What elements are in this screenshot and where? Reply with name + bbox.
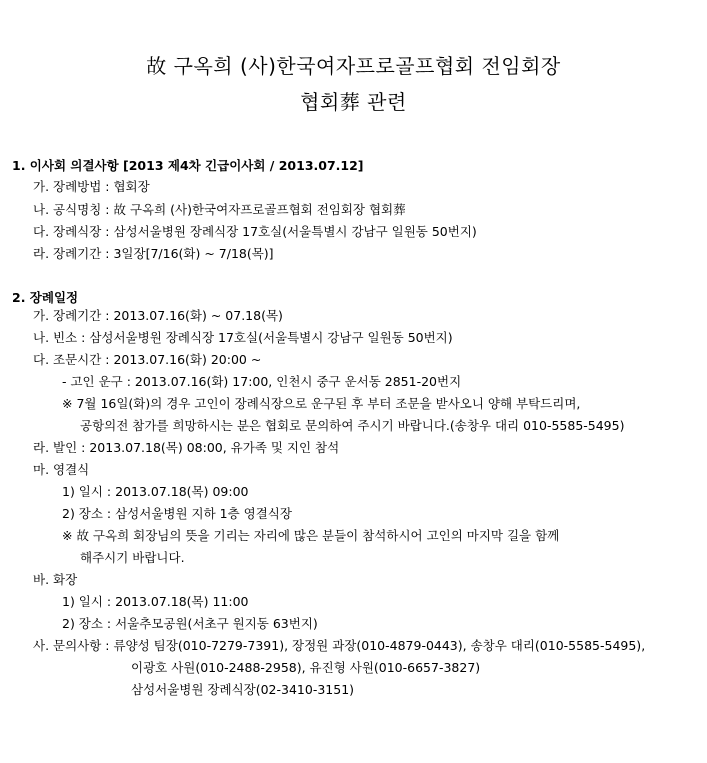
cremation-time: 1) 일시 : 2013.07.18(목) 11:00 [62, 594, 249, 609]
section1-item-period: 라. 장례기간 : 3일장[7/16(화) ~ 7/18(목)] [33, 246, 274, 261]
section1-item-venue: 다. 장례식장 : 삼성서울병원 장례식장 17호실(서울특별시 강남구 일원동 50번지) [33, 224, 477, 239]
funeral-service-note-line1: ※ 故 구옥희 회장님의 뜻을 기리는 자리에 많은 분들이 참석하시어 고인의 마지막 길을 함께 [62, 528, 560, 543]
section2-item-cremation: 바. 화장 [33, 572, 78, 587]
section2-item-visiting-hours: 다. 조문시간 : 2013.07.16(화) 20:00 ~ [33, 352, 262, 367]
section2-item-period: 가. 장례기간 : 2013.07.16(화) ~ 07.18(목) [33, 308, 283, 323]
section2-transport-note: - 고인 운구 : 2013.07.16(화) 17:00, 인천시 중구 운서동 2851-20번지 [62, 374, 462, 389]
section1-heading: 1. 이사회 의결사항 [2013 제4차 긴급이사회 / 2013.07.12] [12, 158, 364, 173]
document-title: 故 구옥희 (사)한국여자프로골프협회 전임회장 [146, 54, 561, 78]
section2-item-memorial-altar: 나. 빈소 : 삼성서울병원 장례식장 17호실(서울특별시 강남구 일원동 50번지) [33, 330, 453, 345]
section2-item-departure: 라. 발인 : 2013.07.18(목) 08:00, 유가족 및 지인 참석 [33, 440, 340, 455]
section2-visiting-note-line2: 공항의전 참가를 희망하시는 분은 협회로 문의하여 주시기 바랍니다.(송창우 대리 010-5585-5495) [80, 418, 625, 433]
section2-item-contacts: 사. 문의사항 : 류양성 팀장(010-7279-7391), 장정원 과장(010-4879-0443), 송창우 대리(010-5585-5495), [33, 638, 646, 653]
funeral-service-time: 1) 일시 : 2013.07.18(목) 09:00 [62, 484, 249, 499]
document-subtitle: 협회葬 관련 [300, 90, 407, 114]
section2-heading: 2. 장례일정 [12, 290, 79, 305]
funeral-service-note-line2: 해주시기 바랍니다. [80, 550, 185, 565]
funeral-service-place: 2) 장소 : 삼성서울병원 지하 1층 영결식장 [62, 506, 292, 521]
section1-item-official-name: 나. 공식명칭 : 故 구옥희 (사)한국여자프로골프협회 전임회장 협회葬 [33, 202, 406, 217]
contacts-line3: 삼성서울병원 장례식장(02-3410-3151) [131, 682, 355, 697]
contacts-line2: 이광호 사원(010-2488-2958), 유진형 사원(010-6657-3827) [131, 660, 481, 675]
cremation-place: 2) 장소 : 서울추모공원(서초구 원지동 63번지) [62, 616, 318, 631]
section1-item-method: 가. 장례방법 : 협회장 [33, 179, 150, 194]
section2-item-funeral-service: 마. 영결식 [33, 462, 90, 477]
section2-visiting-note-line1: ※ 7월 16일(화)의 경우 고인이 장례식장으로 운구된 후 부터 조문을 받사오니 양해 부탁드리며, [62, 396, 581, 411]
